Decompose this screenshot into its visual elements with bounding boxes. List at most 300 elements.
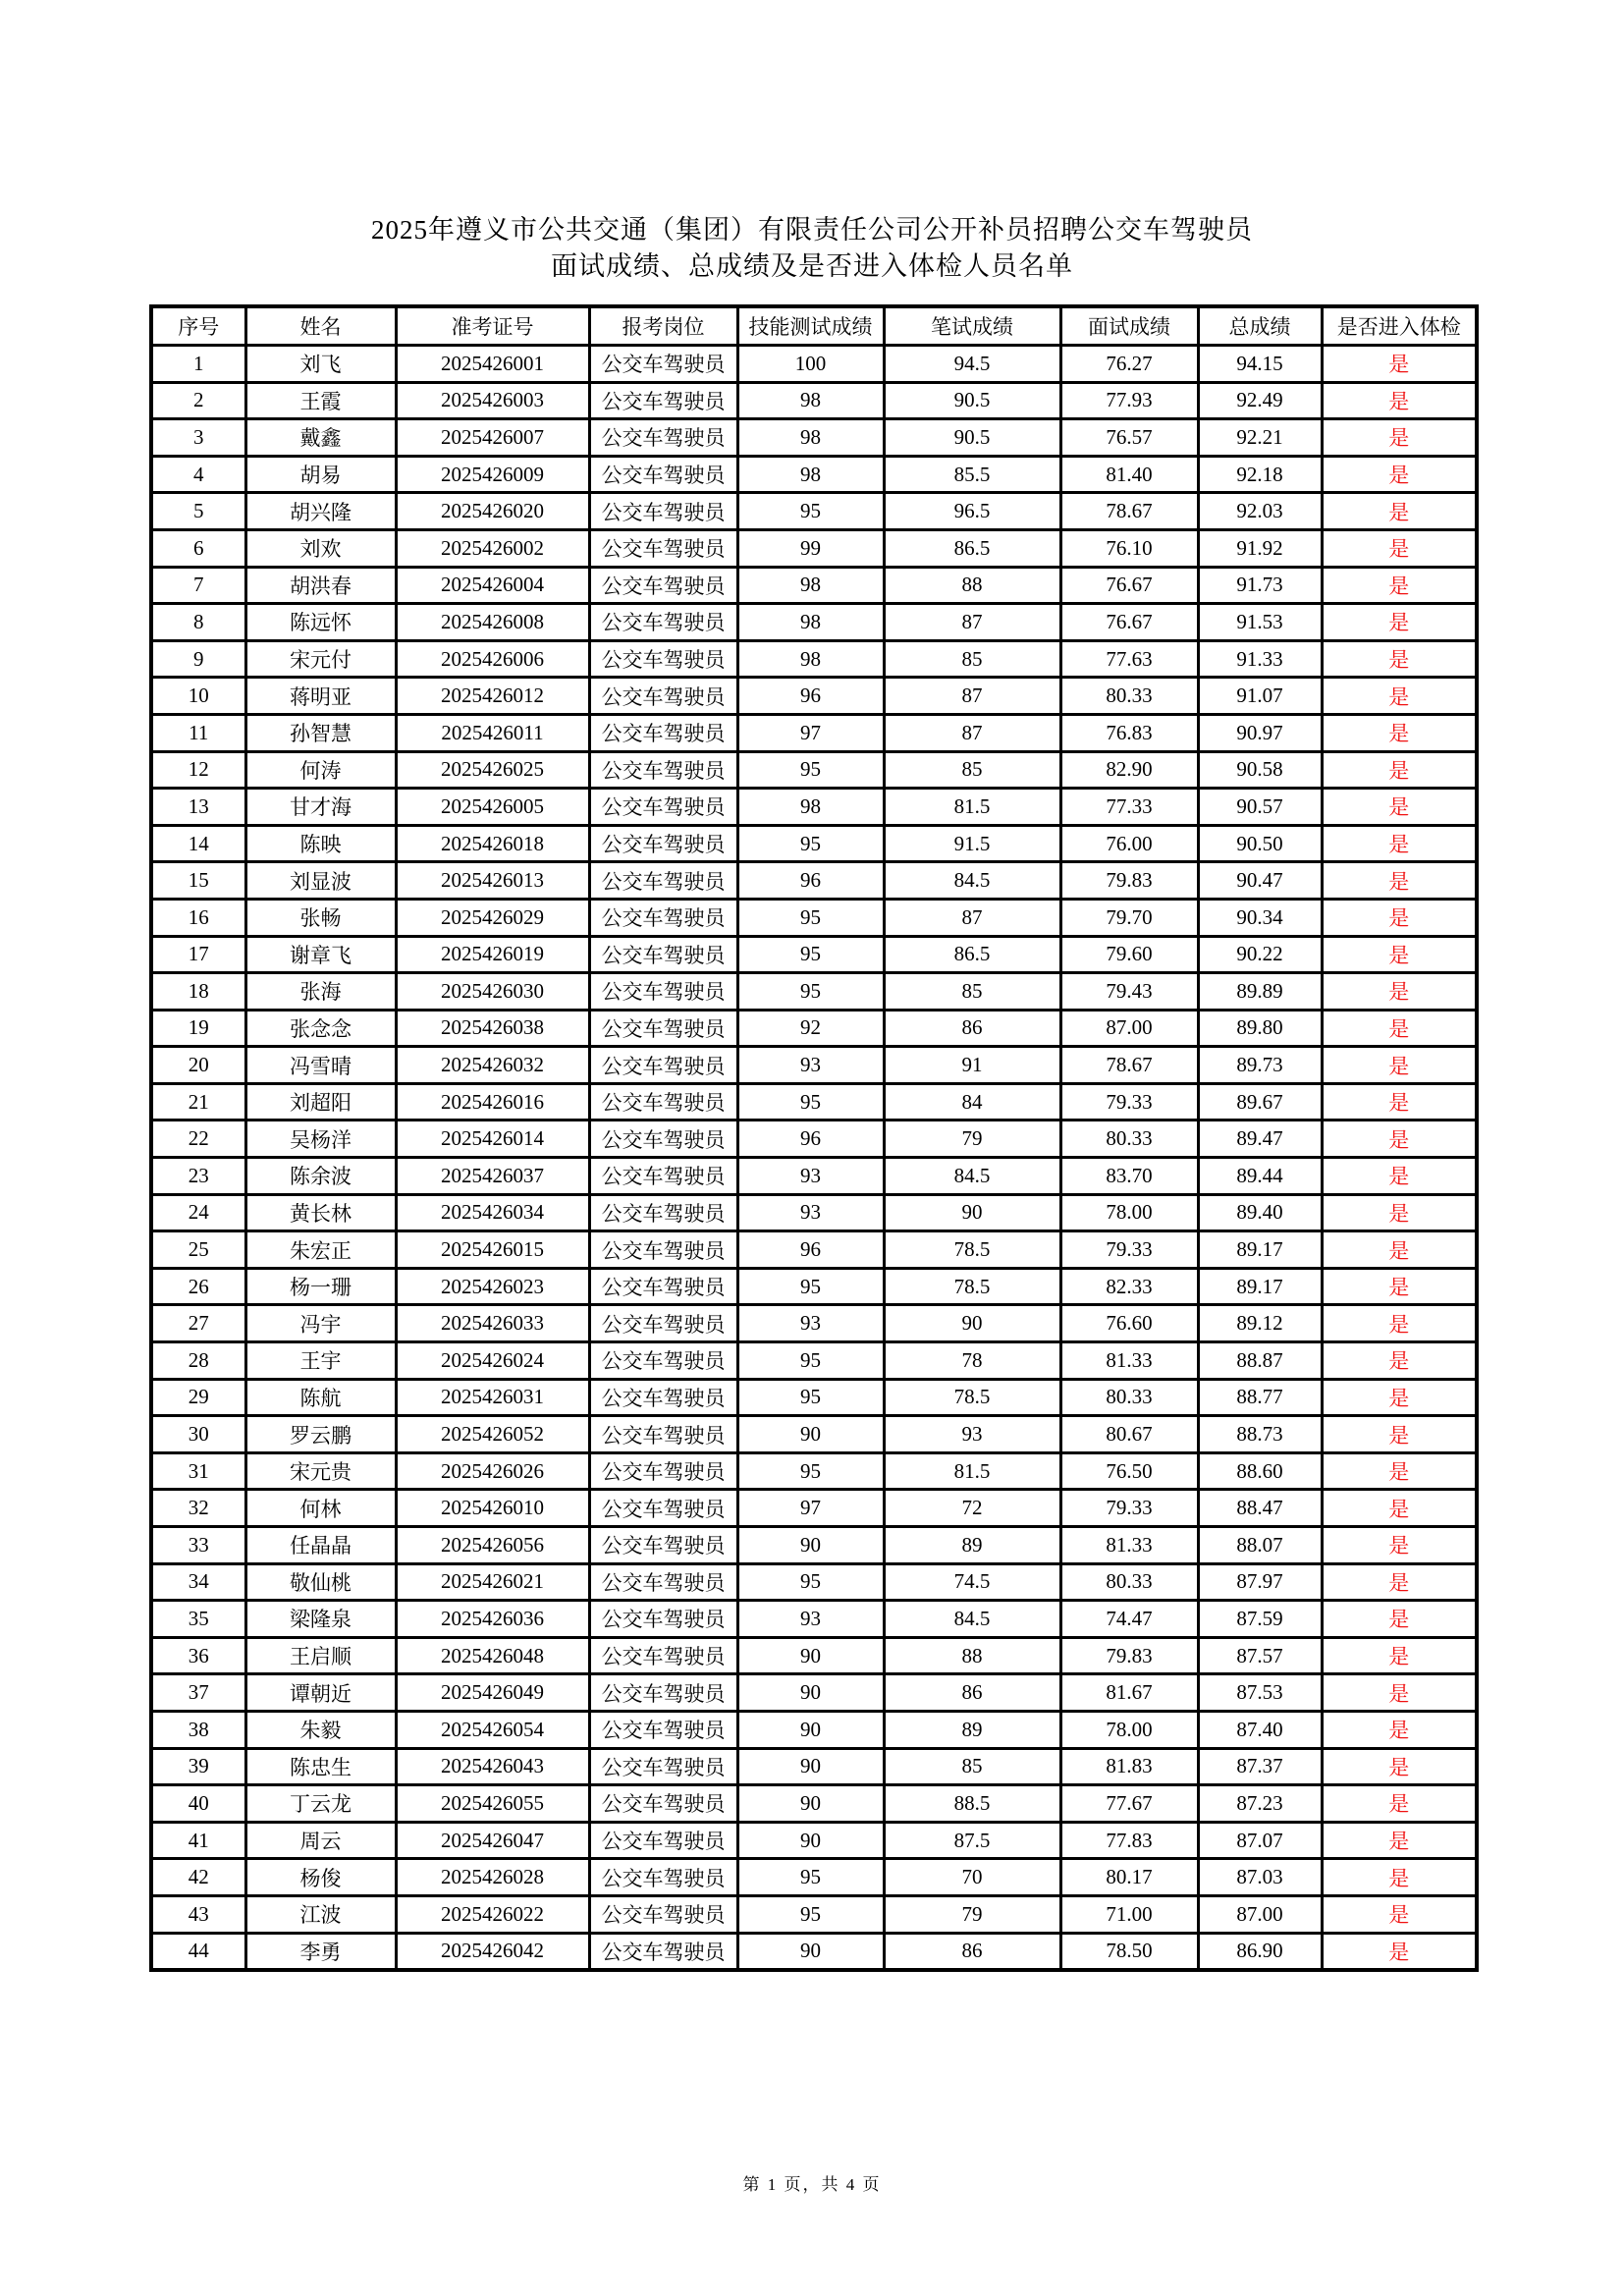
cell-medical: 是 — [1322, 1711, 1477, 1748]
cell-total: 86.90 — [1198, 1933, 1322, 1970]
cell-skill: 98 — [737, 382, 884, 419]
cell-interview: 78.67 — [1060, 1047, 1198, 1084]
cell-ticket: 2025426018 — [396, 825, 589, 862]
table-row — [151, 1379, 1477, 1416]
cell-position: 公交车驾驶员 — [589, 973, 737, 1011]
cell-index: 5 — [151, 493, 245, 530]
cell-index: 10 — [151, 678, 245, 715]
cell-interview: 80.67 — [1060, 1416, 1198, 1453]
cell-ticket: 2025426026 — [396, 1452, 589, 1490]
cell-position: 公交车驾驶员 — [589, 1637, 737, 1674]
table-row — [151, 1268, 1477, 1305]
cell-total: 91.73 — [1198, 567, 1322, 604]
cell-position: 公交车驾驶员 — [589, 640, 737, 678]
cell-written: 88.5 — [884, 1785, 1060, 1823]
cell-ticket: 2025426009 — [396, 456, 589, 493]
cell-medical: 是 — [1322, 567, 1477, 604]
cell-name: 胡洪春 — [245, 567, 396, 604]
table-row — [151, 604, 1477, 641]
table-row — [151, 1859, 1477, 1896]
table-row — [151, 567, 1477, 604]
cell-interview: 79.70 — [1060, 899, 1198, 936]
table-row — [151, 456, 1477, 493]
table-row — [151, 382, 1477, 419]
cell-position: 公交车驾驶员 — [589, 789, 737, 826]
header-cell-index: 序号 — [151, 306, 245, 346]
cell-written: 87 — [884, 604, 1060, 641]
cell-skill: 95 — [737, 1452, 884, 1490]
cell-ticket: 2025426006 — [396, 640, 589, 678]
cell-skill: 98 — [737, 640, 884, 678]
cell-total: 89.80 — [1198, 1010, 1322, 1047]
cell-index: 34 — [151, 1563, 245, 1601]
cell-written: 72 — [884, 1490, 1060, 1527]
cell-skill: 90 — [737, 1637, 884, 1674]
cell-skill: 90 — [737, 1674, 884, 1712]
cell-total: 87.37 — [1198, 1748, 1322, 1785]
cell-position: 公交车驾驶员 — [589, 1379, 737, 1416]
table-row — [151, 1231, 1477, 1269]
cell-ticket: 2025426031 — [396, 1379, 589, 1416]
cell-ticket: 2025426023 — [396, 1268, 589, 1305]
cell-written: 86 — [884, 1933, 1060, 1970]
cell-written: 88 — [884, 1637, 1060, 1674]
cell-total: 92.18 — [1198, 456, 1322, 493]
cell-medical: 是 — [1322, 751, 1477, 789]
cell-interview: 80.33 — [1060, 1563, 1198, 1601]
table-row — [151, 1601, 1477, 1638]
cell-written: 84.5 — [884, 862, 1060, 900]
cell-written: 81.5 — [884, 789, 1060, 826]
cell-name: 刘显波 — [245, 862, 396, 900]
cell-medical: 是 — [1322, 1047, 1477, 1084]
cell-ticket: 2025426015 — [396, 1231, 589, 1269]
cell-name: 朱宏正 — [245, 1231, 396, 1269]
cell-index: 1 — [151, 346, 245, 383]
cell-position: 公交车驾驶员 — [589, 1305, 737, 1342]
cell-total: 89.12 — [1198, 1305, 1322, 1342]
table-row — [151, 640, 1477, 678]
cell-index: 11 — [151, 714, 245, 751]
cell-name: 陈航 — [245, 1379, 396, 1416]
cell-written: 74.5 — [884, 1563, 1060, 1601]
cell-name: 敬仙桃 — [245, 1563, 396, 1601]
cell-name: 陈映 — [245, 825, 396, 862]
cell-position: 公交车驾驶员 — [589, 1268, 737, 1305]
cell-name: 陈余波 — [245, 1158, 396, 1195]
cell-total: 87.23 — [1198, 1785, 1322, 1823]
header-cell-medical: 是否进入体检 — [1322, 306, 1477, 346]
cell-name: 李勇 — [245, 1933, 396, 1970]
cell-written: 89 — [884, 1711, 1060, 1748]
cell-ticket: 2025426005 — [396, 789, 589, 826]
cell-medical: 是 — [1322, 825, 1477, 862]
cell-position: 公交车驾驶员 — [589, 751, 737, 789]
cell-skill: 95 — [737, 1563, 884, 1601]
table-row — [151, 346, 1477, 383]
cell-total: 92.03 — [1198, 493, 1322, 530]
cell-interview: 81.40 — [1060, 456, 1198, 493]
cell-interview: 79.33 — [1060, 1083, 1198, 1121]
cell-written: 85 — [884, 640, 1060, 678]
cell-name: 何林 — [245, 1490, 396, 1527]
cell-index: 35 — [151, 1601, 245, 1638]
table-row — [151, 419, 1477, 457]
cell-skill: 92 — [737, 1010, 884, 1047]
cell-medical: 是 — [1322, 1933, 1477, 1970]
cell-index: 19 — [151, 1010, 245, 1047]
cell-written: 84.5 — [884, 1601, 1060, 1638]
cell-written: 90.5 — [884, 382, 1060, 419]
cell-written: 79 — [884, 1895, 1060, 1933]
cell-ticket: 2025426016 — [396, 1083, 589, 1121]
cell-name: 谭朝近 — [245, 1674, 396, 1712]
cell-name: 罗云鹏 — [245, 1416, 396, 1453]
cell-medical: 是 — [1322, 1637, 1477, 1674]
table-row — [151, 493, 1477, 530]
cell-written: 87 — [884, 678, 1060, 715]
cell-ticket: 2025426010 — [396, 1490, 589, 1527]
cell-interview: 77.67 — [1060, 1785, 1198, 1823]
cell-total: 88.73 — [1198, 1416, 1322, 1453]
cell-skill: 90 — [737, 1785, 884, 1823]
cell-position: 公交车驾驶员 — [589, 1822, 737, 1859]
cell-interview: 76.83 — [1060, 714, 1198, 751]
cell-index: 2 — [151, 382, 245, 419]
cell-medical: 是 — [1322, 456, 1477, 493]
cell-name: 吴杨洋 — [245, 1121, 396, 1158]
cell-index: 27 — [151, 1305, 245, 1342]
cell-position: 公交车驾驶员 — [589, 1490, 737, 1527]
cell-interview: 76.60 — [1060, 1305, 1198, 1342]
cell-position: 公交车驾驶员 — [589, 1711, 737, 1748]
cell-medical: 是 — [1322, 1305, 1477, 1342]
cell-skill: 95 — [737, 1379, 884, 1416]
cell-interview: 76.50 — [1060, 1452, 1198, 1490]
cell-ticket: 2025426008 — [396, 604, 589, 641]
cell-medical: 是 — [1322, 1748, 1477, 1785]
cell-interview: 78.00 — [1060, 1194, 1198, 1231]
cell-medical: 是 — [1322, 1010, 1477, 1047]
cell-medical: 是 — [1322, 1121, 1477, 1158]
cell-name: 胡易 — [245, 456, 396, 493]
cell-name: 张海 — [245, 973, 396, 1011]
cell-index: 15 — [151, 862, 245, 900]
cell-name: 黄长林 — [245, 1194, 396, 1231]
cell-written: 84.5 — [884, 1158, 1060, 1195]
table-row — [151, 1047, 1477, 1084]
cell-medical: 是 — [1322, 1601, 1477, 1638]
cell-name: 宋元贵 — [245, 1452, 396, 1490]
cell-interview: 80.17 — [1060, 1859, 1198, 1896]
cell-medical: 是 — [1322, 862, 1477, 900]
cell-position: 公交车驾驶员 — [589, 678, 737, 715]
cell-name: 孙智慧 — [245, 714, 396, 751]
cell-index: 6 — [151, 529, 245, 567]
cell-name: 王霞 — [245, 382, 396, 419]
table-row — [151, 862, 1477, 900]
cell-skill: 99 — [737, 529, 884, 567]
cell-position: 公交车驾驶员 — [589, 419, 737, 457]
cell-medical: 是 — [1322, 1452, 1477, 1490]
cell-written: 90.5 — [884, 419, 1060, 457]
cell-name: 胡兴隆 — [245, 493, 396, 530]
cell-written: 86 — [884, 1674, 1060, 1712]
table-row — [151, 973, 1477, 1011]
cell-medical: 是 — [1322, 1268, 1477, 1305]
cell-ticket: 2025426002 — [396, 529, 589, 567]
cell-ticket: 2025426037 — [396, 1158, 589, 1195]
cell-written: 78.5 — [884, 1231, 1060, 1269]
cell-total: 90.47 — [1198, 862, 1322, 900]
cell-position: 公交车驾驶员 — [589, 1859, 737, 1896]
table-row — [151, 1121, 1477, 1158]
cell-written: 85.5 — [884, 456, 1060, 493]
cell-skill: 97 — [737, 714, 884, 751]
cell-medical: 是 — [1322, 936, 1477, 973]
cell-index: 38 — [151, 1711, 245, 1748]
cell-name: 张念念 — [245, 1010, 396, 1047]
cell-position: 公交车驾驶员 — [589, 1047, 737, 1084]
cell-total: 90.97 — [1198, 714, 1322, 751]
cell-position: 公交车驾驶员 — [589, 1342, 737, 1380]
cell-total: 90.58 — [1198, 751, 1322, 789]
cell-ticket: 2025426004 — [396, 567, 589, 604]
cell-medical: 是 — [1322, 346, 1477, 383]
cell-interview: 76.27 — [1060, 346, 1198, 383]
cell-interview: 83.70 — [1060, 1158, 1198, 1195]
cell-total: 91.33 — [1198, 640, 1322, 678]
cell-name: 陈忠生 — [245, 1748, 396, 1785]
cell-skill: 95 — [737, 1268, 884, 1305]
cell-medical: 是 — [1322, 1674, 1477, 1712]
cell-index: 33 — [151, 1527, 245, 1564]
cell-position: 公交车驾驶员 — [589, 1121, 737, 1158]
cell-ticket: 2025426034 — [396, 1194, 589, 1231]
table-row — [151, 1010, 1477, 1047]
cell-medical: 是 — [1322, 1785, 1477, 1823]
cell-medical: 是 — [1322, 1527, 1477, 1564]
table-row — [151, 899, 1477, 936]
cell-index: 42 — [151, 1859, 245, 1896]
cell-position: 公交车驾驶员 — [589, 825, 737, 862]
cell-written: 96.5 — [884, 493, 1060, 530]
cell-position: 公交车驾驶员 — [589, 1527, 737, 1564]
cell-skill: 90 — [737, 1933, 884, 1970]
cell-total: 89.47 — [1198, 1121, 1322, 1158]
cell-index: 26 — [151, 1268, 245, 1305]
cell-position: 公交车驾驶员 — [589, 1933, 737, 1970]
cell-ticket: 2025426019 — [396, 936, 589, 973]
cell-total: 91.07 — [1198, 678, 1322, 715]
table-row — [151, 751, 1477, 789]
cell-interview: 79.83 — [1060, 1637, 1198, 1674]
cell-position: 公交车驾驶员 — [589, 1563, 737, 1601]
cell-interview: 79.33 — [1060, 1231, 1198, 1269]
cell-medical: 是 — [1322, 419, 1477, 457]
cell-name: 任晶晶 — [245, 1527, 396, 1564]
cell-total: 88.47 — [1198, 1490, 1322, 1527]
cell-ticket: 2025426056 — [396, 1527, 589, 1564]
cell-index: 22 — [151, 1121, 245, 1158]
cell-total: 90.34 — [1198, 899, 1322, 936]
cell-position: 公交车驾驶员 — [589, 1194, 737, 1231]
cell-skill: 95 — [737, 973, 884, 1011]
cell-name: 冯雪晴 — [245, 1047, 396, 1084]
cell-total: 91.53 — [1198, 604, 1322, 641]
cell-ticket: 2025426055 — [396, 1785, 589, 1823]
cell-total: 87.03 — [1198, 1859, 1322, 1896]
table-row — [151, 789, 1477, 826]
cell-medical: 是 — [1322, 1158, 1477, 1195]
cell-name: 刘超阳 — [245, 1083, 396, 1121]
header-cell-total: 总成绩 — [1198, 306, 1322, 346]
cell-interview: 76.10 — [1060, 529, 1198, 567]
score-table-body — [151, 346, 1477, 1971]
cell-written: 87 — [884, 714, 1060, 751]
cell-index: 9 — [151, 640, 245, 678]
cell-written: 70 — [884, 1859, 1060, 1896]
cell-medical: 是 — [1322, 1822, 1477, 1859]
cell-ticket: 2025426022 — [396, 1895, 589, 1933]
cell-total: 89.67 — [1198, 1083, 1322, 1121]
cell-interview: 71.00 — [1060, 1895, 1198, 1933]
table-row — [151, 678, 1477, 715]
cell-total: 88.60 — [1198, 1452, 1322, 1490]
cell-interview: 77.63 — [1060, 640, 1198, 678]
cell-index: 44 — [151, 1933, 245, 1970]
cell-written: 90 — [884, 1305, 1060, 1342]
cell-medical: 是 — [1322, 714, 1477, 751]
cell-position: 公交车驾驶员 — [589, 567, 737, 604]
cell-medical: 是 — [1322, 493, 1477, 530]
cell-interview: 87.00 — [1060, 1010, 1198, 1047]
cell-skill: 90 — [737, 1416, 884, 1453]
cell-interview: 81.33 — [1060, 1527, 1198, 1564]
cell-interview: 82.90 — [1060, 751, 1198, 789]
table-row — [151, 1674, 1477, 1712]
cell-index: 7 — [151, 567, 245, 604]
table-row — [151, 1342, 1477, 1380]
cell-total: 87.00 — [1198, 1895, 1322, 1933]
cell-name: 冯宇 — [245, 1305, 396, 1342]
cell-skill: 95 — [737, 1083, 884, 1121]
cell-total: 89.44 — [1198, 1158, 1322, 1195]
cell-ticket: 2025426007 — [396, 419, 589, 457]
cell-skill: 90 — [737, 1527, 884, 1564]
cell-position: 公交车驾驶员 — [589, 382, 737, 419]
cell-ticket: 2025426032 — [396, 1047, 589, 1084]
cell-index: 24 — [151, 1194, 245, 1231]
cell-ticket: 2025426029 — [396, 899, 589, 936]
cell-skill: 98 — [737, 567, 884, 604]
cell-position: 公交车驾驶员 — [589, 1601, 737, 1638]
cell-skill: 95 — [737, 899, 884, 936]
cell-index: 43 — [151, 1895, 245, 1933]
cell-total: 90.22 — [1198, 936, 1322, 973]
cell-total: 87.97 — [1198, 1563, 1322, 1601]
cell-position: 公交车驾驶员 — [589, 899, 737, 936]
cell-ticket: 2025426003 — [396, 382, 589, 419]
cell-name: 江波 — [245, 1895, 396, 1933]
cell-position: 公交车驾驶员 — [589, 1674, 737, 1712]
cell-name: 蒋明亚 — [245, 678, 396, 715]
table-row — [151, 1083, 1477, 1121]
table-row — [151, 1933, 1477, 1970]
cell-position: 公交车驾驶员 — [589, 346, 737, 383]
cell-total: 87.57 — [1198, 1637, 1322, 1674]
cell-medical: 是 — [1322, 1859, 1477, 1896]
cell-total: 91.92 — [1198, 529, 1322, 567]
cell-skill: 96 — [737, 678, 884, 715]
cell-position: 公交车驾驶员 — [589, 1158, 737, 1195]
cell-interview: 80.33 — [1060, 1121, 1198, 1158]
cell-written: 94.5 — [884, 346, 1060, 383]
cell-total: 88.87 — [1198, 1342, 1322, 1380]
cell-name: 朱毅 — [245, 1711, 396, 1748]
page-number-footer: 第 1 页，共 4 页 — [742, 2175, 882, 2194]
cell-skill: 98 — [737, 419, 884, 457]
cell-index: 25 — [151, 1231, 245, 1269]
cell-position: 公交车驾驶员 — [589, 1452, 737, 1490]
cell-index: 4 — [151, 456, 245, 493]
cell-ticket: 2025426021 — [396, 1563, 589, 1601]
cell-skill: 95 — [737, 1859, 884, 1896]
cell-index: 32 — [151, 1490, 245, 1527]
cell-ticket: 2025426024 — [396, 1342, 589, 1380]
cell-name: 何涛 — [245, 751, 396, 789]
cell-written: 88 — [884, 567, 1060, 604]
table-row — [151, 529, 1477, 567]
table-row — [151, 1305, 1477, 1342]
cell-total: 89.17 — [1198, 1231, 1322, 1269]
cell-total: 87.53 — [1198, 1674, 1322, 1712]
table-row — [151, 1748, 1477, 1785]
cell-medical: 是 — [1322, 899, 1477, 936]
cell-index: 13 — [151, 789, 245, 826]
cell-skill: 90 — [737, 1711, 884, 1748]
cell-name: 杨俊 — [245, 1859, 396, 1896]
cell-name: 王启顺 — [245, 1637, 396, 1674]
table-row — [151, 1416, 1477, 1453]
cell-total: 89.17 — [1198, 1268, 1322, 1305]
cell-index: 39 — [151, 1748, 245, 1785]
cell-name: 谢章飞 — [245, 936, 396, 973]
cell-position: 公交车驾驶员 — [589, 1083, 737, 1121]
cell-interview: 79.60 — [1060, 936, 1198, 973]
cell-position: 公交车驾驶员 — [589, 1748, 737, 1785]
cell-written: 93 — [884, 1416, 1060, 1453]
cell-name: 甘才海 — [245, 789, 396, 826]
cell-name: 陈远怀 — [245, 604, 396, 641]
cell-index: 30 — [151, 1416, 245, 1453]
table-row — [151, 1452, 1477, 1490]
cell-skill: 95 — [737, 1342, 884, 1380]
cell-interview: 79.33 — [1060, 1490, 1198, 1527]
document-title-line1: 2025年遵义市公共交通（集团）有限责任公司公开补员招聘公交车驾驶员 — [371, 215, 1253, 245]
table-row — [151, 1563, 1477, 1601]
cell-index: 37 — [151, 1674, 245, 1712]
cell-skill: 95 — [737, 751, 884, 789]
cell-medical: 是 — [1322, 1194, 1477, 1231]
cell-total: 92.49 — [1198, 382, 1322, 419]
cell-total: 88.07 — [1198, 1527, 1322, 1564]
cell-ticket: 2025426028 — [396, 1859, 589, 1896]
cell-skill: 96 — [737, 862, 884, 900]
cell-position: 公交车驾驶员 — [589, 456, 737, 493]
cell-total: 87.07 — [1198, 1822, 1322, 1859]
cell-position: 公交车驾驶员 — [589, 1231, 737, 1269]
